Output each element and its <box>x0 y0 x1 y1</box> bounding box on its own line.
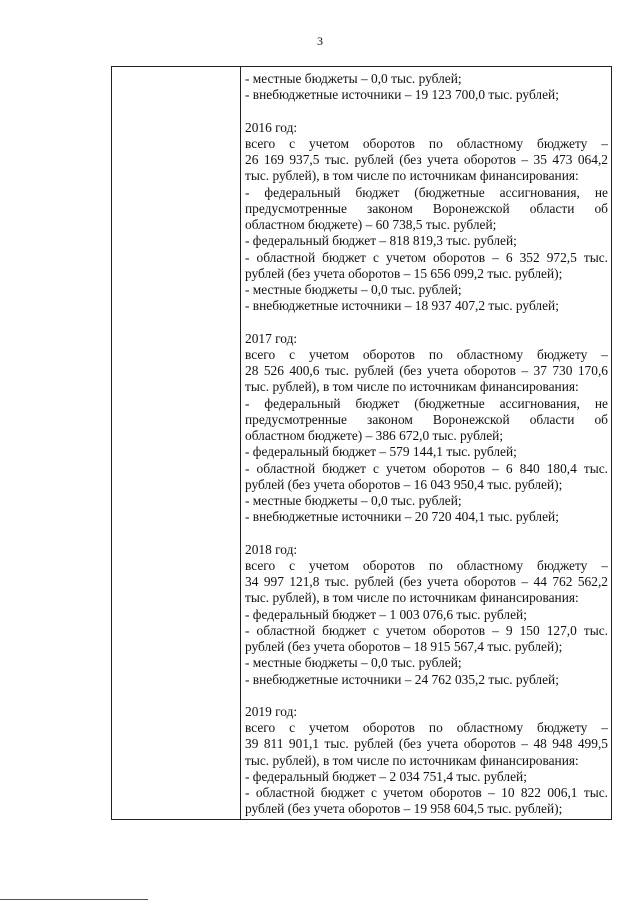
text-line: всего с учетом оборотов по областному бюджету – <box>245 135 608 151</box>
text-line: всего с учетом оборотов по областному бюджету – <box>245 557 608 573</box>
text-line: - внебюджетные источники – 24 762 035,2 тыс. рублей; <box>245 671 559 687</box>
text-line: - федеральный бюджет (бюджетные ассигнования, не <box>245 395 608 411</box>
text-line: - федеральный бюджет – 818 819,3 тыс. рублей; <box>245 233 517 249</box>
paragraph-gap <box>245 104 608 120</box>
text-line: тыс. рублей), в том числе по источникам финансирования: <box>245 752 579 768</box>
text-line: тыс. рублей), в том числе по источникам финансирования: <box>245 168 579 184</box>
text-line: 2018 год: <box>245 541 298 557</box>
text-line: - федеральный бюджет (бюджетные ассигнования, не <box>245 184 608 200</box>
text-line: - областной бюджет с учетом оборотов – 6 840 180,4 тыс. <box>245 460 608 476</box>
text-line: тыс. рублей), в том числе по источникам финансирования: <box>245 379 579 395</box>
text-line: областном бюджете) – 386 672,0 тыс. рублей; <box>245 428 504 443</box>
footnote-rule <box>0 899 148 900</box>
paragraph-gap <box>245 315 608 331</box>
text-line: рублей (без учета оборотов – 16 043 950,4 тыс. рублей); <box>245 476 563 492</box>
text-line: - федеральный бюджет – 579 144,1 тыс. рублей; <box>245 444 517 460</box>
page-number: 3 <box>317 34 323 48</box>
text-line: - областной бюджет с учетом оборотов – 10 822 006,1 тыс. <box>245 785 608 800</box>
text-line: предусмотренные законом Воронежской области об <box>245 411 608 427</box>
text-line: - внебюджетные источники – 18 937 407,2 тыс. рублей; <box>245 298 559 314</box>
text-line: - местные бюджеты – 0,0 тыс. рублей; <box>245 493 462 508</box>
text-line: - областной бюджет с учетом оборотов – 9 150 127,0 тыс. <box>245 622 608 638</box>
text-line: рублей (без учета оборотов – 19 958 604,5 тыс. рублей); <box>245 801 563 817</box>
table-left-cell <box>112 67 241 819</box>
text-line: - областной бюджет с учетом оборотов – 6 352 972,5 тыс. <box>245 249 608 265</box>
text-line: областном бюджете) – 60 738,5 тыс. рублей; <box>245 217 497 232</box>
financing-table <box>111 66 612 820</box>
text-line: 2019 год: <box>245 703 298 719</box>
text-line: 39 811 901,1 тыс. рублей (без учета оборотов – 48 948 499,5 <box>245 736 608 752</box>
paragraph-gap <box>245 688 608 704</box>
paragraph-gap <box>245 526 608 542</box>
text-line: рублей (без учета оборотов – 18 915 567,4 тыс. рублей); <box>245 639 563 654</box>
text-line: - внебюджетные источники – 20 720 404,1 тыс. рублей; <box>245 509 559 525</box>
text-line: всего с учетом оборотов по областному бюджету – <box>245 720 608 735</box>
text-line: 2016 год: <box>245 119 298 135</box>
text-line: 34 997 121,8 тыс. рублей (без учета оборотов – 44 762 562,2 <box>245 574 608 589</box>
text-line: - местные бюджеты – 0,0 тыс. рублей; <box>245 655 462 671</box>
text-line: - внебюджетные источники – 19 123 700,0 тыс. рублей; <box>245 87 559 103</box>
text-line: всего с учетом оборотов по областному бюджету – <box>245 346 608 362</box>
text-line: предусмотренные законом Воронежской области об <box>245 200 608 216</box>
text-line: 28 526 400,6 тыс. рублей (без учета оборотов – 37 730 170,6 <box>245 363 608 378</box>
text-line: тыс. рублей), в том числе по источникам финансирования: <box>245 590 579 606</box>
text-line: 2017 год: <box>245 330 298 346</box>
text-line: - федеральный бюджет – 2 034 751,4 тыс. рублей; <box>245 768 527 784</box>
table-right-cell <box>241 67 611 819</box>
text-line: 26 169 937,5 тыс. рублей (без учета оборотов – 35 473 064,2 <box>245 152 608 167</box>
text-line: - местные бюджеты – 0,0 тыс. рублей; <box>245 71 462 86</box>
text-line: рублей (без учета оборотов – 15 656 099,2 тыс. рублей); <box>245 265 563 281</box>
text-line: - местные бюджеты – 0,0 тыс. рублей; <box>245 282 462 297</box>
text-line: - федеральный бюджет – 1 003 076,6 тыс. рублей; <box>245 606 527 622</box>
